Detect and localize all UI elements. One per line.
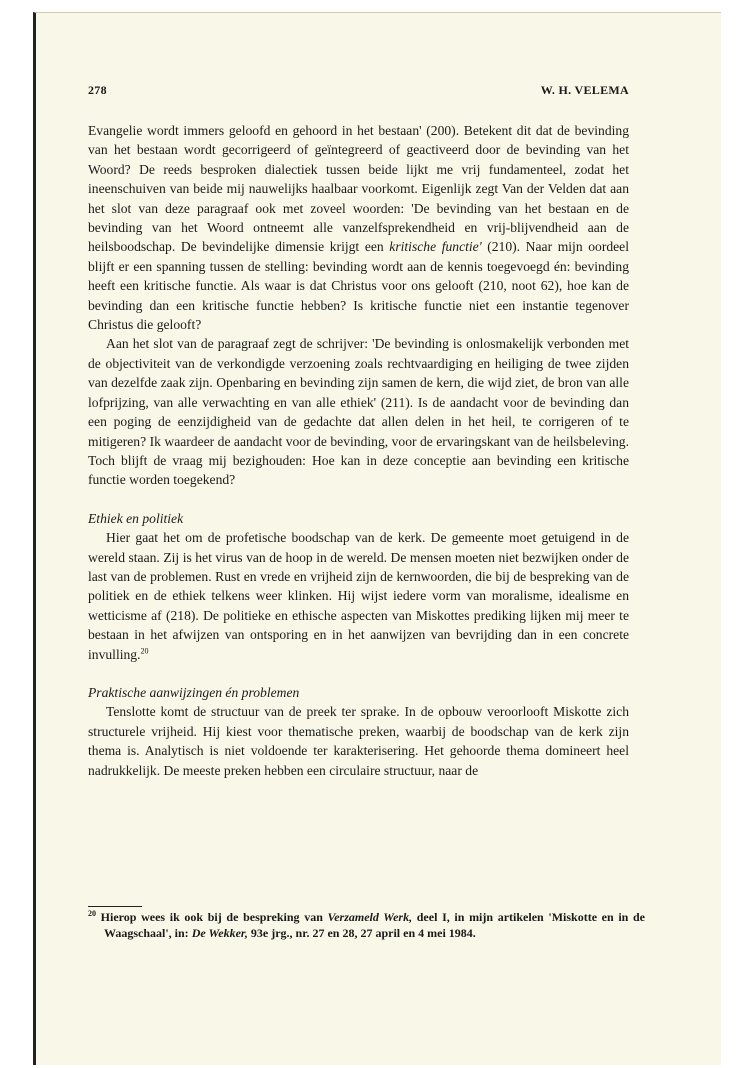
footnote-text: 93e jrg., nr. 27 en 28, 27 april en 4 mei 1984. — [247, 925, 476, 940]
footnote-text: deel I, in mijn artikelen 'Miskotte en in de Waagschaal', in: — [104, 910, 646, 940]
emphasis: kritische functie' — [389, 239, 482, 255]
body-text — [88, 121, 629, 780]
footnote-title: Verzameld Werk, — [327, 910, 413, 924]
paragraph: Tenslotte komt de structuur van de preek ter sprake. In de opbouw veroorlooft Miskotte zich structurele vrijheid. Hij kiest voor thematische preken, waarbij de boodschap van de kerk zijn thema is. Analytisch is niet voldoende ter karakterisering. Het gehoorde thema domineert heel nadrukkelijk. De meeste preken hebben een circulaire structuur, naar de — [88, 704, 629, 778]
running-header — [88, 83, 629, 99]
footnote-divider — [88, 906, 142, 907]
paragraph-text: Hier gaat het om de profetische boodschap van de kerk. De gemeente moet getuigend in de wereld staan. Zij is het virus van de hoop in de wereld. De mensen moeten niet bezwijken onder de last van de problemen. Rust en vrede en vrijheid zijn de kernwoorden, die bij de bespreking van de politiek en de ethiek telkens weer klinken. Hij wijst iedere vorm van moralisme, idealisme en wetticisme af (218). De politieke en ethische aspecten van Miskottes prediking lijken mij meer te bestaan in het afwijzen van ontsporing en in het aanwijzen van bevrijding dan in een concrete invulling. — [88, 530, 629, 662]
footnote-text: Hierop wees ik ook bij de bespreking van — [100, 910, 328, 924]
footnote — [88, 910, 645, 941]
paragraph — [88, 528, 629, 664]
footnote-marker: 20 — [88, 909, 96, 918]
footnote-title: De Wekker, — [191, 925, 248, 940]
paragraph-text: Evangelie wordt immers geloofd en gehoord in het bestaan' (200). Betekent dit dat de bevinding van het bestaan wordt gecorrigeerd of geïntegreerd of geactiveerd door de bevinding van het Woord? De reeds besproken dialectiek tussen beide lijkt me vrij fundamenteel, zodat het ineenschuiven van beide mij nauwelijks haalbaar voorkomt. Eigenlijk zegt Van der Velden dat aan het slot van deze paragraaf ook met zoveel woorden: 'De bevinding van het bestaan en de bevinding van het Woord ontneemt alle vanzelfsprekendheid en vrij-blijvendheid aan de heilsboodschap. De bevindelijke dimensie krijgt een — [88, 123, 629, 255]
section-heading: Ethiek en politiek — [88, 510, 184, 526]
page-number: 278 — [88, 83, 107, 97]
paragraph: Aan het slot van de paragraaf zegt de schrijver: 'De bevinding is onlosmakelijk verbonden met de objectiviteit van de verkondigde verzoening zoals rechtvaardiging en heiliging de twee zijden van dezelfde zaak zijn. Openbaring en bevinding zijn samen de kern, die wijd ziet, de bron van alle lofprijzing, van alle verwachting en van alle ethiek' (211). Is de aandacht voor de bevinding dan een poging de eenzijdigheid van de gedachte dat allen delen in het heil, te corrigeren of te mitigeren? Ik waardeer de aandacht voor de bevinding, voor de ervaringskant van de heilsbeleving. Toch blijft de vraag mij bezighouden: Hoe kan in deze conceptie aan bevinding een kritische functie worden toegekend? — [88, 336, 629, 488]
paragraph — [88, 121, 629, 334]
footnote-reference: 20 — [140, 646, 149, 656]
paragraph-text: (210). Naar mijn oordeel blijft er een spanning tussen de stelling: bevinding wordt aan de kennis toegevoegd én: bevinding heeft een kritische functie. Als waar is dat Christus voor ons gelooft (210, noot 62), hoe kan de bevinding dan een kritische functie hebben? Is kritische functie niet een instantie tegenover Christus die gelooft? — [88, 239, 629, 333]
running-author: W. H. VELEMA — [540, 83, 629, 97]
section-heading: Praktische aanwijzingen én problemen — [88, 684, 300, 700]
